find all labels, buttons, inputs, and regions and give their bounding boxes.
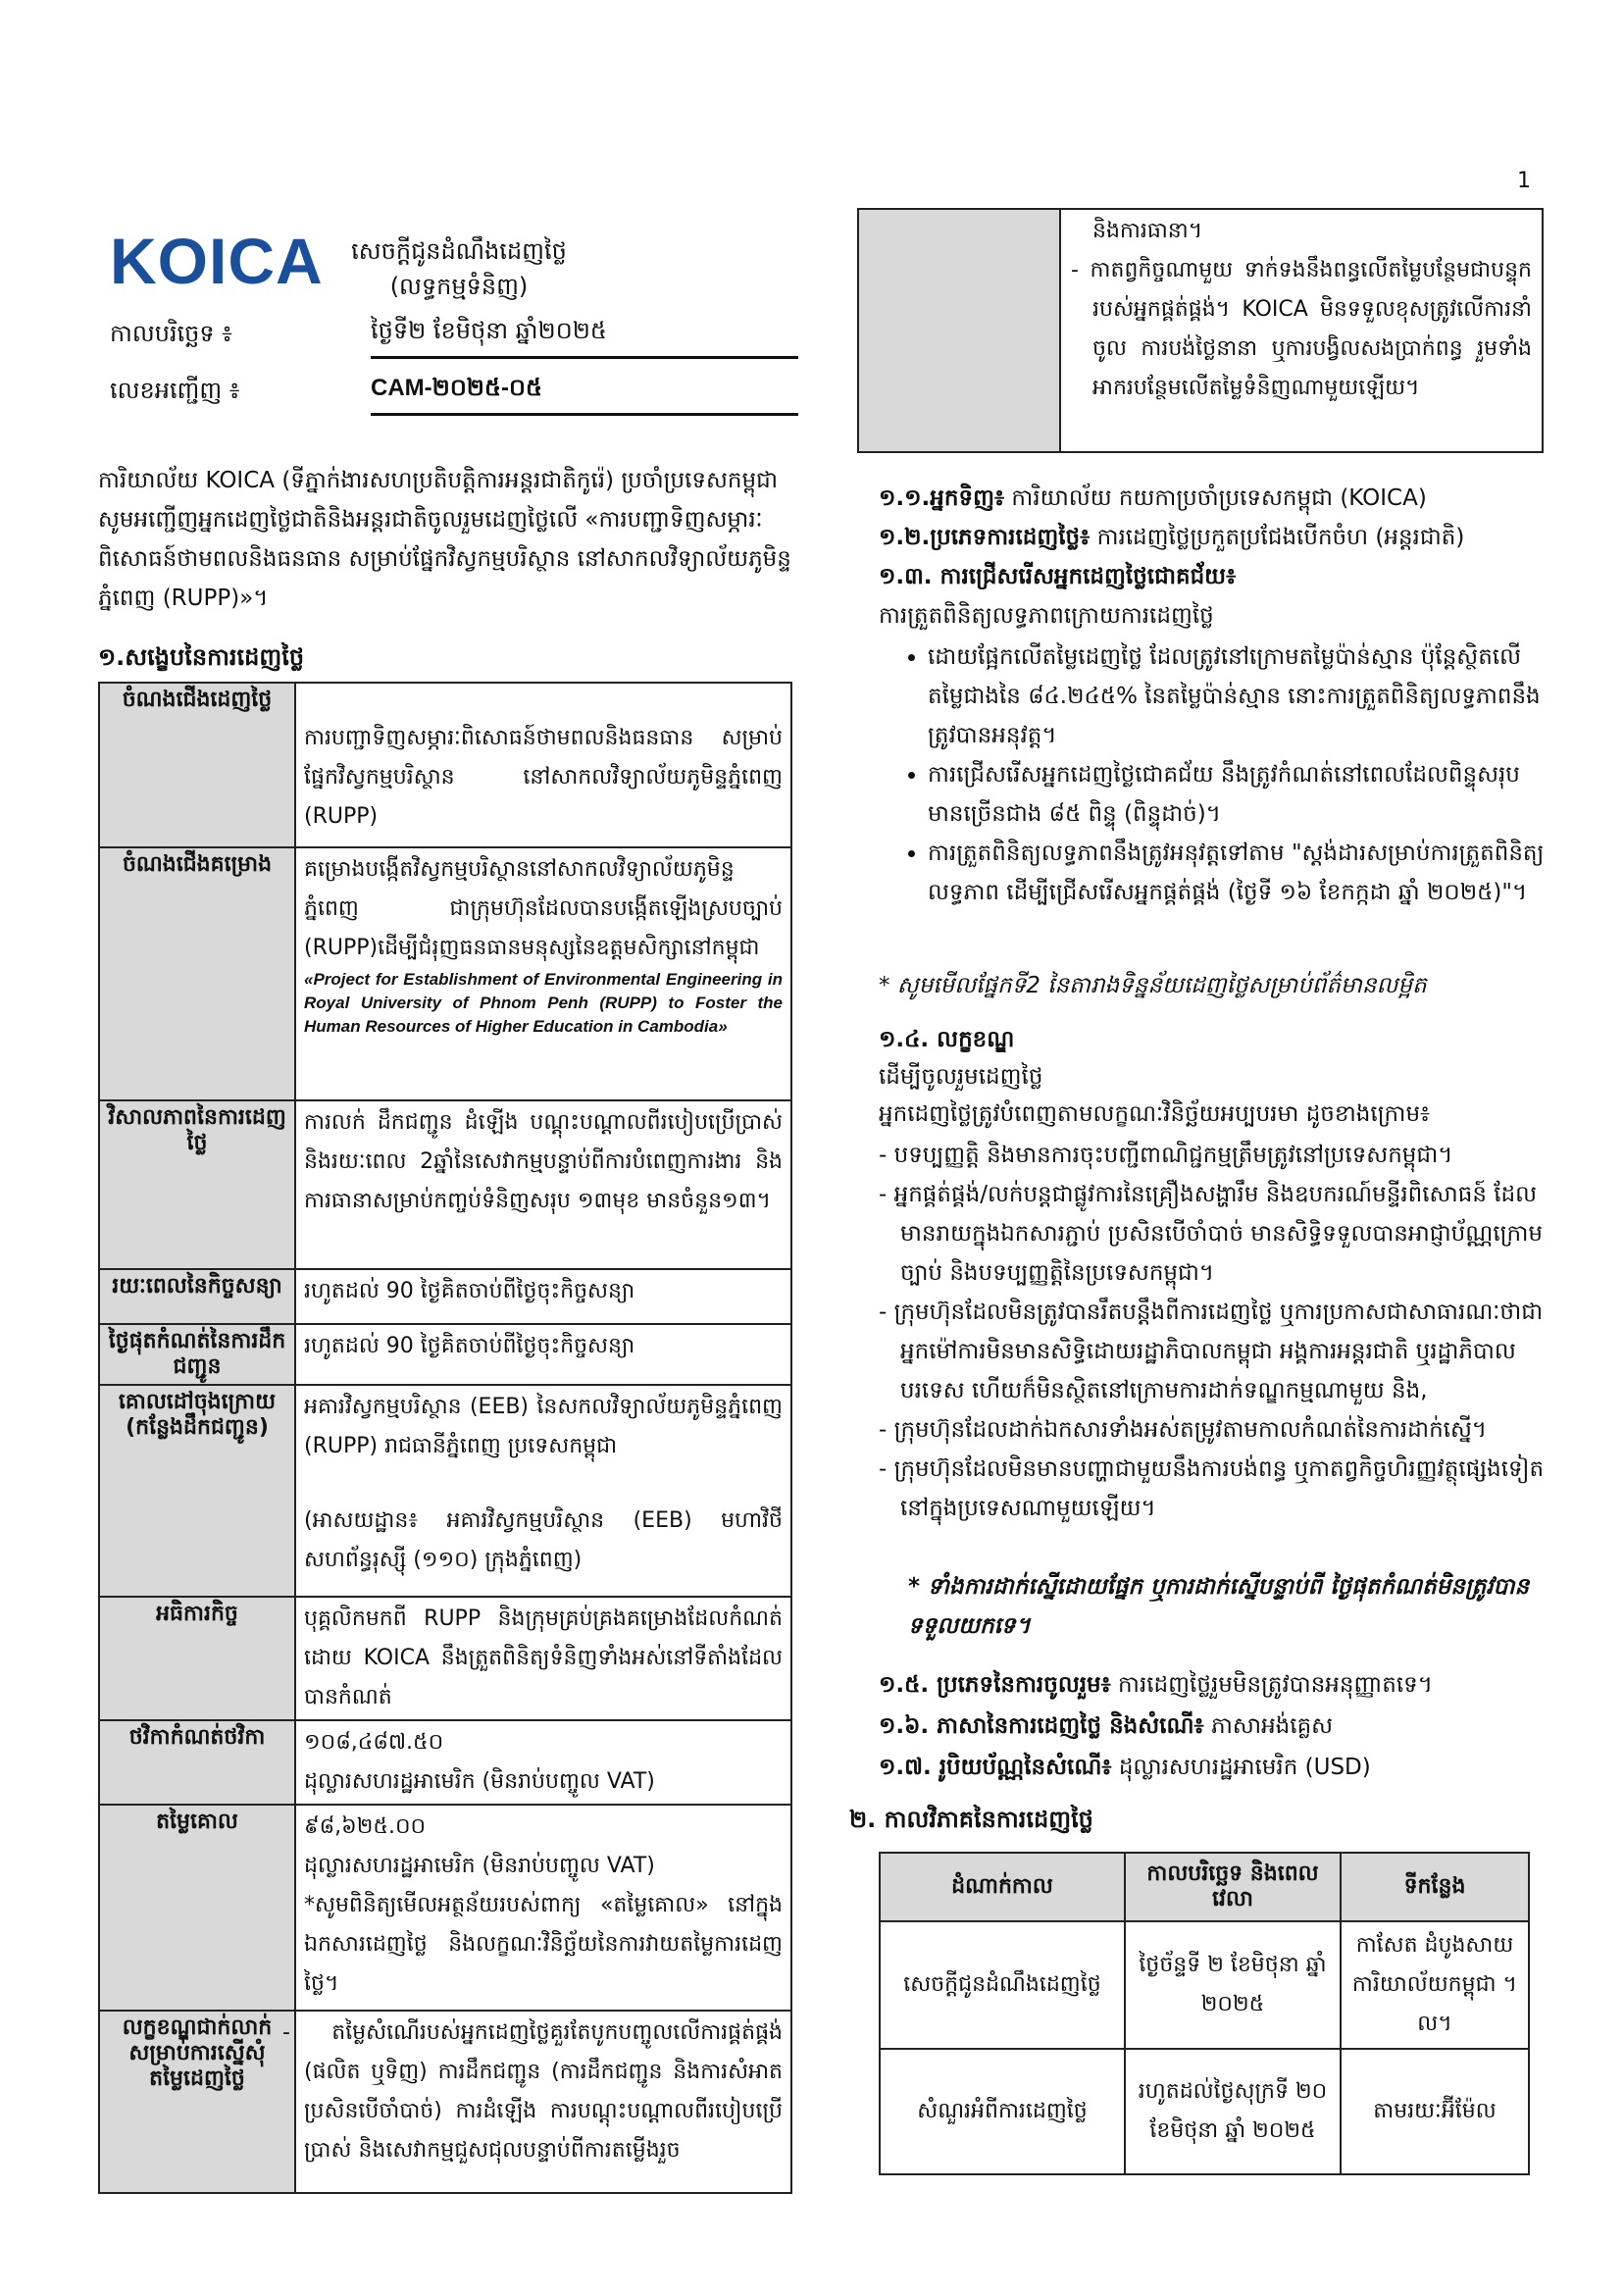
selection-criteria-list [879,637,1546,912]
eligibility-line: អ្នកដេញថ្លៃត្រូវបំពេញតាមលក្ខណៈវិនិច្ឆ័យអប្បបរមា ដូចខាងក្រោម៖ [879,1101,1431,1127]
list-item: - បទប្បញ្ញត្តិ និងមានការចុះបញ្ជីពាណិជ្ជកម្មត្រឹមត្រូវនៅប្រទេសកម្ពុជា។ [879,1143,1453,1168]
summary-value: អគារវិស្វកម្មបរិស្ថាន (EEB) នៃសកលវិទ្យាល័យភូមិន្ទភ្នំពេញ (RUPP) រាជធានីភ្នំពេញ ប្រទេសកម្ពុជា [304,1395,783,1458]
summary-row-contract-period [99,1269,791,1324]
summary-row-title [99,683,791,847]
summary-label: គោលដៅចុងក្រោយ (កន្លែងដឹកជញ្ជូន) [99,1385,295,1597]
selection-intro: ការត្រួតពិនិត្យលទ្ធភាពក្រោយការដេញថ្លៃ [879,603,1214,629]
section2-title: ២. កាលវិភាគនៃការដេញថ្លៃ [849,1806,1093,1833]
notice-title: សេចក្តីជូនដំណឹងដេញថ្លៃ (លទ្ធកម្មទំនិញ) [351,237,567,300]
language-value: ភាសាអង់គ្លេស [1210,1713,1334,1739]
summary-value: បុគ្គលិកមកពី RUPP និងក្រុមគ្រប់គ្រងគម្រោងដែលកំណត់ដោយ KOICA នឹងត្រួតពិនិត្យទំនិញទាំងអស់នៅទីតាំងដែលបានកំណត់ [295,1597,791,1720]
table-cell: កាសែត ដំបូងសាយការិយាល័យកម្ពុជា ។ល។ [1341,1921,1529,2049]
eligibility-note: * ទាំងការដាក់ស្នើដោយផ្នែក ឬការដាក់ស្នើបន្ទាប់ពី ថ្ងៃផុតកំណត់មិនត្រូវបានទទួលយកទេ។ [908,1574,1530,1639]
language-title: ១.៦. ភាសានៃការដេញថ្លៃ និងសំណើ៖ [879,1713,1204,1739]
buyer-title: ១.១.អ្នកទិញ៖ [879,485,1005,511]
list-item: • ការត្រួតពិនិត្យលទ្ធភាពនឹងត្រូវអនុវត្តទៅតាម "ស្តង់ដារសម្រាប់ការត្រួតពិនិត្យលទ្ធភាព ដើម្បីជ្រើសរើសអ្នកផ្គត់ផ្គង់ (ថ្ងៃទី ១៦ ខែកក្កដា ឆ្នាំ ២០២៥)"។ [928,834,1546,912]
reference-price-amount: ៩៨,៦២៥.០០ [304,1814,427,1839]
column-header: ទីកន្លែង [1341,1853,1529,1921]
participation-value: ការដេញថ្លៃរួមមិនត្រូវបានអនុញ្ញាតទេ។ [1118,1672,1433,1698]
table-cell: រហូតដល់ថ្ងៃសុក្រទី ២០ ខែមិថុនា ឆ្នាំ ២០២៥ [1125,2049,1341,2174]
conditions-continuation-table [857,208,1544,453]
table-cell: តាមរយៈអ៊ីម៉ែល [1341,2049,1529,2174]
date-label: កាលបរិច្ឆេទ ៖ [110,320,232,347]
selection-title: ១.៣. ការជ្រើសរើសអ្នកដេញថ្លៃជោគជ័យ៖ [879,564,1237,589]
date-value: ថ្ងៃទី២ ខែមិថុនា ឆ្នាំ២០២៥ [371,316,798,359]
list-item: - ក្រុមហ៊ុនដែលដាក់ឯកសារទាំងអស់តម្រូវតាមកាលកំណត់នៃការដាក់ស្នើ។ [879,1417,1488,1443]
summary-value: ការបញ្ជាទិញសម្ភារៈពិសោធន៍ថាមពលនិងធនធាន សម្រាប់ផ្នែកវិស្វកម្មបរិស្ថាន នៅសាកលវិទ្យាល័យភូមិន្ទភ្នំពេញ (RUPP) [295,683,791,847]
summary-label: ថវិកាកំណត់ថវិកា [99,1720,295,1805]
language-line [879,1707,1546,1746]
summary-row-price-conditions [99,2011,791,2193]
summary-row-delivery-deadline [99,1324,791,1385]
summary-row-inspection [99,1597,791,1720]
reference-price-note: *សូមពិនិត្យមើលអត្ថន័យរបស់ពាក្យ «តម្លៃគោល» នៅក្នុងឯកសារដេញថ្លៃ និងលក្ខណៈវិនិច្ឆ័យនៃការវាយតម្លៃការដេញថ្លៃ។ [304,1893,783,1996]
bid-summary-table [98,682,792,2194]
summary-label: រយៈពេលនៃកិច្ចសន្យា [99,1269,295,1324]
eligibility-line: ដើម្បីចូលរួមដេញថ្លៃ [879,1064,1043,1090]
table-cell: សំណួរអំពីការដេញថ្លៃ [880,2049,1125,2174]
list-item: - ក្រុមហ៊ុនដែលមិនត្រូវបានរឹតបន្តឹងពីការដេញថ្លៃ ឬការប្រកាសជាសាធារណៈថាជាអ្នកម៉ៅការមិនមានសិទ្ធិដោយរដ្ឋាភិបាលកម្ពុជា អង្គការអន្តរជាតិ ឬរដ្ឋាភិបាលបរទេស ហើយក៏មិនស្ថិតនៅក្រោមការដាក់ទណ្ឌកម្មណាមួយ និង, [879,1300,1544,1403]
summary-label: វិសាលភាពនៃការដេញថ្លៃ [99,1100,295,1269]
destination-address: (អាសយដ្ឋាន៖ អគារវិស្វកម្មបរិស្ថាន (EEB) មហាវិថីសហព័ន្ធរុស្ស៊ី (១១០) ក្រុងភ្នំពេញ) [304,1508,783,1572]
budget-currency: ដុល្លារសហរដ្ឋអាមេរិក (មិនរាប់បញ្ចូល VAT) [304,1769,655,1794]
summary-label: លក្ខខណ្ឌជាក់លាក់សម្រាប់ការស្នើសុំតម្លៃដេញថ្លៃ [99,2011,295,2193]
bid-type-line [879,518,1546,557]
summary-value: ការលក់ ដឹកជញ្ជូន ដំឡើង បណ្តុះបណ្តាលពីរបៀបប្រើប្រាស់ និងរយៈពេល 2ឆ្នាំនៃសេវាកម្មបន្ទាប់ពីការបំពេញការងារ និងការធានាសម្រាប់កញ្ចប់ទំនិញសរុប ១៣មុខ មានចំនួន១៣។ [295,1100,791,1269]
continuation-line: - កាតព្វកិច្ចណាមួយ ទាក់ទងនឹងពន្ធលើតម្លៃបន្ថែមជាបន្ទុករបស់អ្នកផ្គត់ផ្គង់។ KOICA មិនទទួលខុសត្រូវលើការនាំចូល ការបង់ថ្លៃនានា ឬការបង្វិលសងប្រាក់ពន្ធ រួមទាំងអាករបន្ថែមលើតម្លៃទំនិញណាមួយឡើយ។ [1071,258,1532,400]
list-item: • ដោយផ្អែកលើតម្លៃដេញថ្លៃ ដែលត្រូវនៅក្រោមតម្លៃប៉ាន់ស្មាន ប៉ុន្តែស្ថិតលើតម្លៃជាងនៃ ៨៤.២៤៥% នៃតម្លៃប៉ាន់ស្មាន នោះការត្រួតពិនិត្យលទ្ធភាពនឹងត្រូវបានអនុវត្ត។ [928,637,1546,755]
table-cell: សេចក្តីជូនដំណឹងដេញថ្លៃ [880,1921,1125,2049]
summary-label: អធិការកិច្ច [99,1597,295,1720]
participation-line [879,1665,1546,1705]
bid-type-title: ១.២.ប្រភេទការដេញថ្លៃ៖ [879,525,1091,550]
summary-label: ចំណងជើងដេញថ្លៃ [99,683,295,847]
summary-row-scope [99,1100,791,1269]
currency-title: ១.៧. រូបិយប័ណ្ណនៃសំណើ៖ [879,1755,1112,1780]
buyer-line [879,479,1546,518]
summary-value: - តម្លៃសំណើរបស់អ្នកដេញថ្លៃគួរតែបូកបញ្ចូលលើការផ្គត់ផ្គង់ (ផលិត ឬទិញ) ការដឹកជញ្ជូន (ការដឹកជញ្ជូន និងការសំអាត ប្រសិនបើចាំបាច់) ការដំឡើង ការបណ្តុះបណ្តាលពីរបៀបប្រើប្រាស់ និងសេវាកម្មជួសជុលបន្ទាប់ពីការតម្លើងរួច [295,2011,791,2193]
table-header-row [880,1853,1529,1921]
summary-row-destination [99,1385,791,1597]
list-item: - អ្នកផ្គត់ផ្គង់/លក់បន្តជាផ្លូវការនៃគ្រឿងសង្ហារឹម និងឧបករណ៍មន្ទីរពិសោធន៍ ដែលមានរាយក្នុងឯកសារភ្ជាប់ ប្រសិនបើចាំបាច់ មានសិទ្ធិទទួលបានអាជ្ញាប័ណ្ណក្រោមច្បាប់ និងបទប្បញ្ញត្តិនៃប្រទេសកម្ពុជា។ [879,1182,1543,1286]
reference-value: CAM-២០២៥-០៥ [371,373,798,416]
column-header: ដំណាក់កាល [880,1853,1125,1921]
table-cell: ថ្ងៃច័ន្ទទី ២ ខែមិថុនា ឆ្នាំ ២០២៥ [1125,1921,1341,2049]
buyer-value: ការិយាល័យ កយកាប្រចាំប្រទេសកម្ពុជា (KOICA) [1011,485,1427,511]
list-item: • ការជ្រើសរើសអ្នកដេញថ្លៃជោគជ័យ នឹងត្រូវកំណត់នៅពេលដែលពិន្ទុសរុបមានច្រើនជាង ៨៥ ពិន្ទុ (ពិន្ទុដាច់)។ [928,755,1546,834]
page-number: 1 [1517,169,1531,193]
currency-line [879,1748,1546,1787]
summary-label: ថ្ងៃផុតកំណត់នៃការដឹកជញ្ជូន [99,1324,295,1385]
koica-logo: KOICA [110,225,324,297]
summary-row-project [99,847,791,1100]
list-item: - ក្រុមហ៊ុនដែលមិនមានបញ្ហាជាមួយនឹងការបង់ពន្ធ ឬកាតព្វកិច្ចហិរញ្ញវត្ថុផ្សេងទៀតនៅក្នុងប្រទេសណាមួយឡើយ។ [879,1456,1545,1521]
summary-label: តម្លៃគោល [99,1805,295,2011]
column-header: កាលបរិច្ឆេទ និងពេលវេលា [1125,1853,1341,1921]
intro-paragraph: ការិយាល័យ KOICA (ទីភ្នាក់ងារសហប្រតិបត្តិការអន្តរជាតិកូរ៉េ) ប្រចាំប្រទេសកម្ពុជាសូមអញ្ជើញអ្នកដេញថ្លៃជាតិនិងអន្តរជាតិចូលរួមដេញថ្លៃលើ «ការបញ្ជាទិញសម្ភារៈពិសោធន៍ថាមពលនិងធនធាន សម្រាប់ផ្នែកវិស្វកម្មបរិស្ថាន នៅសាកលវិទ្យាល័យភូមិន្ទភ្នំពេញ (RUPP)»។ [98,468,791,611]
eligibility-list [879,1136,1546,1528]
bid-schedule-table [879,1852,1530,2175]
participation-title: ១.៥. ប្រភេទនៃការចូលរួម៖ [879,1672,1111,1698]
selection-note: * សូមមើលផ្នែកទី2 នៃតារាងទិន្នន័យដេញថ្លៃសម្រាប់ព័ត៌មានលម្អិត [879,973,1427,998]
section1-title: ១.សង្ខេបនៃការដេញថ្លៃ [98,643,305,671]
bid-type-value: ការដេញថ្លៃប្រកួតប្រជែងបើកចំហ (អន្តរជាតិ) [1096,525,1465,550]
continuation-line: និងការធានា។ [1092,219,1203,243]
summary-value: គម្រោងបង្កើតវិស្វកម្មបរិស្ថាននៅសាកលវិទ្យាល័យភូមិន្ទភ្នំពេញ ជាក្រុមហ៊ុនដែលបានបង្កើតឡើងស្របច្បាប់ (RUPP)ដើម្បីជំរុញធនធានមនុស្សនៃឧត្តមសិក្សានៅកម្ពុជា [304,857,783,960]
reference-label: លេខអញ្ជើញ ៖ [110,377,240,404]
budget-amount: ១០៨,៤៨៧.៥០ [304,1730,444,1755]
table-row [880,2049,1529,2174]
eligibility-title: ១.៤. លក្ខខណ្ឌ [879,1027,1015,1052]
summary-label: ចំណងជើងគម្រោង [99,847,295,1100]
table-row [880,1921,1529,2049]
project-english-title: «Project for Establishment of Environmental Engineering in Royal University of Phnom Penh (RUPP) to Foster the Human Resources of Higher Education in Cambodia» [304,970,783,1036]
currency-value: ដុល្លារសហរដ្ឋអាមេរិក (USD) [1118,1755,1371,1780]
summary-row-reference-price [99,1805,791,2011]
summary-value: រហូតដល់ 90 ថ្ងៃគិតចាប់ពីថ្ងៃចុះកិច្ចសន្យា [295,1269,791,1324]
summary-row-budget [99,1720,791,1805]
reference-price-currency: ដុល្លារសហរដ្ឋអាមេរិក (មិនរាប់បញ្ចូល VAT) [304,1854,655,1878]
summary-value: រហូតដល់ 90 ថ្ងៃគិតចាប់ពីថ្ងៃចុះកិច្ចសន្យា [295,1324,791,1385]
